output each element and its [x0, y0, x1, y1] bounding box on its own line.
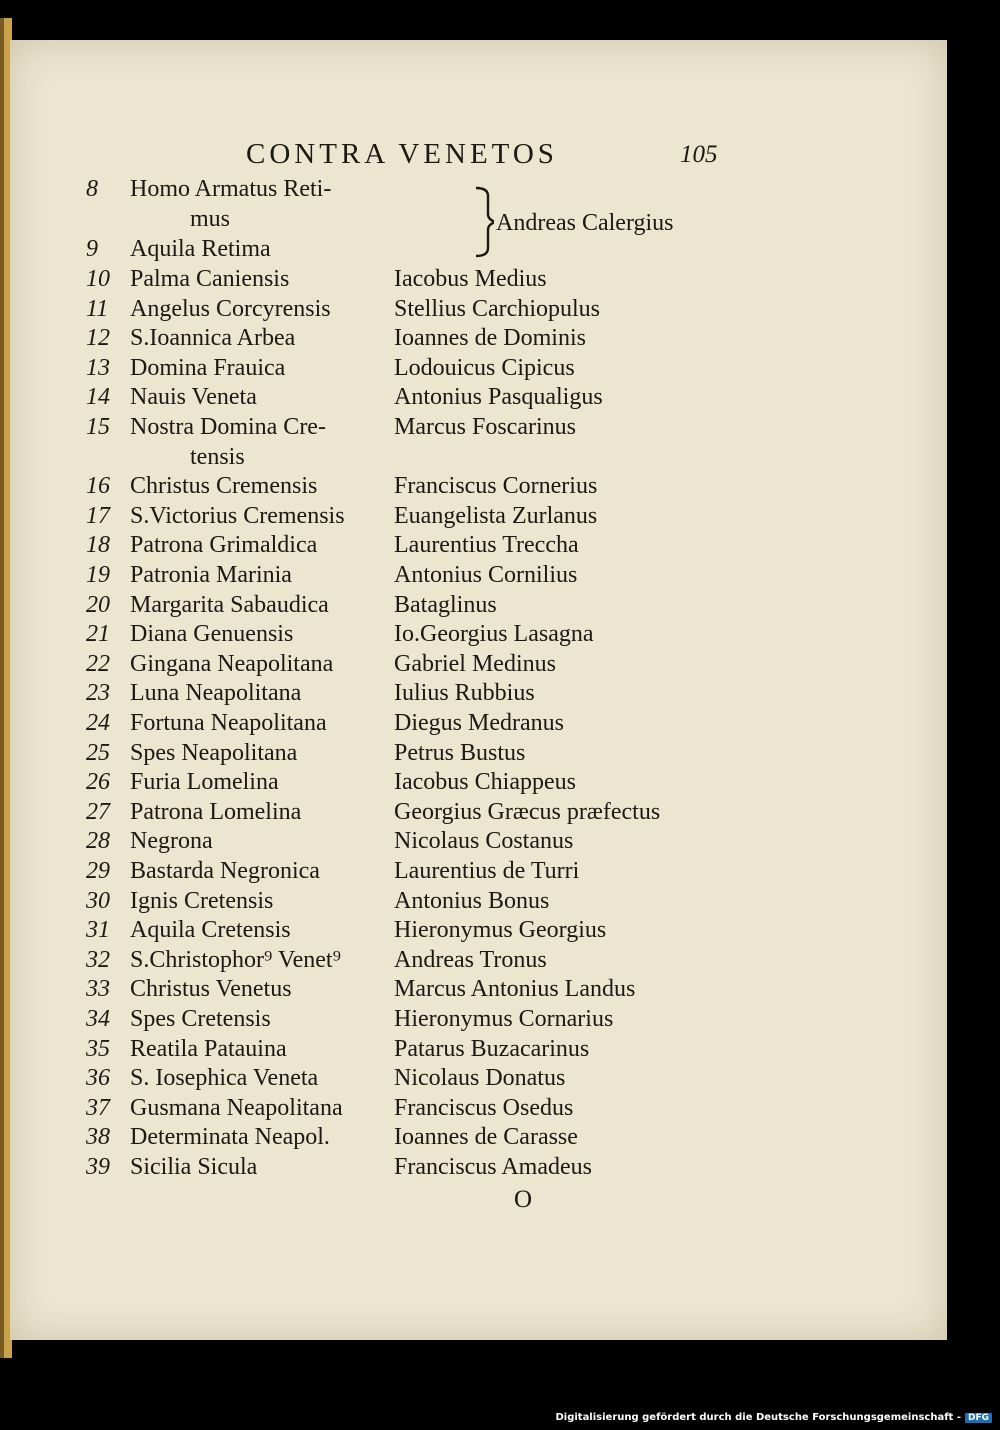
running-head: CONTRA VENETOS — [246, 138, 558, 170]
ship-name: Luna Neapolitana — [130, 680, 302, 706]
entry-number: 18 — [86, 532, 110, 558]
entry-number: 19 — [86, 562, 110, 588]
ship-name: S.Victorius Cremensis — [130, 503, 345, 529]
captain-name: Iulius Rubbius — [394, 680, 535, 706]
captain-name: Iacobus Medius — [394, 266, 547, 292]
ship-name: S. Iosephica Veneta — [130, 1065, 319, 1091]
captain-name: Laurentius Treccha — [394, 532, 579, 558]
entry-number: 24 — [86, 710, 110, 736]
entry-number: 25 — [86, 740, 110, 766]
page-number: 105 — [680, 141, 718, 168]
ship-name: Aquila Retima — [130, 236, 271, 262]
digitization-footer — [555, 1412, 992, 1423]
entry-number: 32 — [86, 947, 110, 973]
ship-name: Spes Cretensis — [130, 1006, 271, 1032]
entry-number: 30 — [86, 888, 110, 914]
captain-name: Antonius Pasqualigus — [394, 384, 603, 410]
dfg-logo: DFG — [965, 1413, 992, 1423]
captain-name: Petrus Bustus — [394, 740, 526, 766]
ship-name: Furia Lomelina — [130, 769, 279, 795]
ship-name: Angelus Corcyrensis — [130, 296, 331, 322]
captain-name: Nicolaus Costanus — [394, 828, 574, 854]
ship-name: Christus Cremensis — [130, 473, 318, 499]
captain-name: Iacobus Chiappeus — [394, 769, 576, 795]
captain-name: Marcus Foscarinus — [394, 414, 576, 440]
captain-name: Marcus Antonius Landus — [394, 976, 636, 1002]
entry-number: 22 — [86, 651, 110, 677]
entry-number: 13 — [86, 355, 110, 381]
ship-name: Gingana Neapolitana — [130, 651, 334, 677]
captain-name: Franciscus Amadeus — [394, 1154, 592, 1180]
ship-name: Determinata Neapol. — [130, 1124, 330, 1150]
captain-name: Laurentius de Turri — [394, 858, 580, 884]
ship-name: Aquila Cretensis — [130, 917, 291, 943]
entry-number: 17 — [86, 503, 110, 529]
entry-number: 16 — [86, 473, 110, 499]
book-binding-shadow — [0, 18, 4, 1358]
ship-name: Homo Armatus Reti- — [130, 176, 332, 202]
captain-name: Stellius Carchiopulus — [394, 296, 600, 322]
ship-name-continuation: mus — [190, 206, 231, 232]
ship-name-continuation: tensis — [190, 444, 245, 470]
entry-number: 39 — [86, 1154, 110, 1180]
captain-name: Andreas Tronus — [394, 947, 547, 973]
captain-name: Ioannes de Dominis — [394, 325, 586, 351]
captain-name: Io.Georgius Lasagna — [394, 621, 594, 647]
ship-name: Nauis Veneta — [130, 384, 257, 410]
entry-number: 15 — [86, 414, 110, 440]
brace-icon — [454, 182, 494, 260]
captain-name: Antonius Cornilius — [394, 562, 578, 588]
entry-number: 37 — [86, 1095, 110, 1121]
ship-name: Sicilia Sicula — [130, 1154, 258, 1180]
entry-number: 38 — [86, 1124, 110, 1150]
entry-number: 26 — [86, 769, 110, 795]
entry-number: 28 — [86, 828, 110, 854]
ship-name: Bastarda Negronica — [130, 858, 320, 884]
ship-name: Nostra Domina Cre- — [130, 414, 326, 440]
entry-number: 20 — [86, 592, 110, 618]
ship-name: Negrona — [130, 828, 213, 854]
captain-name: Hieronymus Cornarius — [394, 1006, 614, 1032]
ship-name: S.Ioannica Arbea — [130, 325, 296, 351]
ship-name: Patrona Lomelina — [130, 799, 302, 825]
ship-name: Palma Caniensis — [130, 266, 290, 292]
captain-name: Nicolaus Donatus — [394, 1065, 566, 1091]
captain-name: Franciscus Osedus — [394, 1095, 574, 1121]
entry-number: 10 — [86, 266, 110, 292]
ship-name: Fortuna Neapolitana — [130, 710, 327, 736]
captain-name: Gabriel Medinus — [394, 651, 556, 677]
captain-name-bracketed: Andreas Calergius — [496, 210, 674, 236]
entry-number: 12 — [86, 325, 110, 351]
entry-number: 35 — [86, 1036, 110, 1062]
ship-name: Diana Genuensis — [130, 621, 294, 647]
entry-number: 8 — [86, 176, 98, 202]
captain-name: Euangelista Zurlanus — [394, 503, 598, 529]
entry-number: 29 — [86, 858, 110, 884]
entry-number: 34 — [86, 1006, 110, 1032]
ship-name: Patrona Grimaldica — [130, 532, 318, 558]
entry-number: 9 — [86, 236, 98, 262]
ship-name: Gusmana Neapolitana — [130, 1095, 343, 1121]
ship-name: Ignis Cretensis — [130, 888, 274, 914]
signature-mark: O — [514, 1186, 533, 1213]
captain-name: Franciscus Cornerius — [394, 473, 598, 499]
captain-name: Lodouicus Cipicus — [394, 355, 575, 381]
footer-text: Digitalisierung gefördert durch die Deutsche Forschungsgemeinschaft - — [555, 1412, 961, 1423]
captain-name: Patarus Buzacarinus — [394, 1036, 590, 1062]
entry-number: 23 — [86, 680, 110, 706]
ship-name: Domina Frauica — [130, 355, 286, 381]
captain-name: Georgius Græcus præfectus — [394, 799, 661, 825]
entry-number: 36 — [86, 1065, 110, 1091]
entry-number: 14 — [86, 384, 110, 410]
ship-name: Spes Neapolitana — [130, 740, 298, 766]
entry-number: 33 — [86, 976, 110, 1002]
ship-name: Reatila Patauina — [130, 1036, 287, 1062]
ship-name: S.Christophor⁹ Venet⁹ — [130, 947, 341, 973]
entry-number: 27 — [86, 799, 110, 825]
ship-name: Christus Venetus — [130, 976, 292, 1002]
captain-name: Hieronymus Georgius — [394, 917, 607, 943]
entry-number: 31 — [86, 917, 110, 943]
captain-name: Ioannes de Carasse — [394, 1124, 578, 1150]
captain-name: Bataglinus — [394, 592, 497, 618]
captain-name: Diegus Medranus — [394, 710, 564, 736]
entry-number: 11 — [86, 296, 109, 322]
ship-name: Patronia Marinia — [130, 562, 292, 588]
entry-number: 21 — [86, 621, 110, 647]
captain-name: Antonius Bonus — [394, 888, 550, 914]
ship-name: Margarita Sabaudica — [130, 592, 329, 618]
